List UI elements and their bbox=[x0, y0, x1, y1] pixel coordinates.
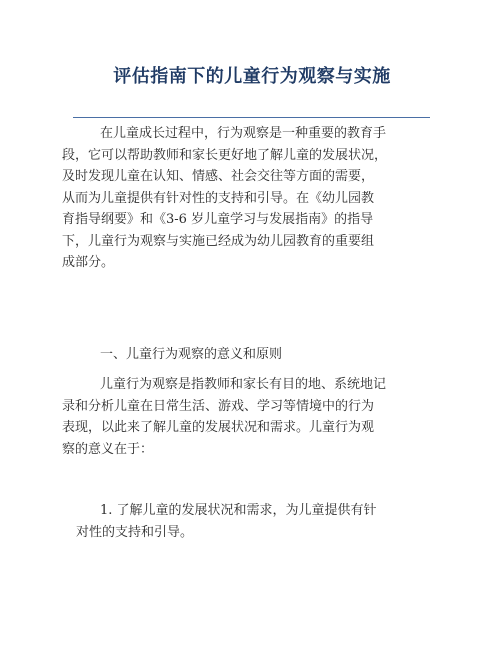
paragraph-line: 育指导纲要》和《3-6 岁儿童学习与发展指南》的指导 bbox=[62, 212, 374, 227]
list-item-line: 对性的支持和引导。 bbox=[76, 524, 194, 540]
list-item-line: 1. 了解儿童的发展状况和需求，为儿童提供有针 bbox=[100, 503, 377, 518]
document-title: 评估指南下的儿童行为观察与实施 bbox=[113, 66, 391, 87]
paragraph-line: 表现，以此来了解儿童的发展状况和需求。儿童行为观 bbox=[62, 420, 375, 435]
paragraph-line: 成部分。 bbox=[62, 255, 115, 270]
paragraph-line: 察的意义在于： bbox=[62, 441, 154, 457]
paragraph-intro bbox=[62, 123, 440, 274]
title-divider bbox=[73, 117, 430, 118]
paragraph-line: 段，它可以帮助教师和家长更好地了解儿童的发展状况， bbox=[62, 147, 388, 163]
paragraph-line: 儿童行为观察是指教师和家长有目的地、系统地记 bbox=[100, 377, 387, 392]
paragraph-line: 在儿童成长过程中，行为观察是一种重要的教育手 bbox=[100, 126, 387, 141]
paragraph-line: 及时发现儿童在认知、情感、社会交往等方面的需要， bbox=[62, 169, 375, 184]
paragraph-line: 录和分析儿童在日常生活、游戏、学习等情境中的行为 bbox=[62, 398, 375, 414]
paragraph-line: 从而为儿童提供有针对性的支持和引导。在《幼儿园教 bbox=[62, 190, 375, 206]
paragraph-line: 下，儿童行为观察与实施已经成为幼儿园教育的重要组 bbox=[62, 233, 375, 249]
list-item bbox=[62, 500, 440, 543]
section-heading-text: 一、儿童行为观察的意义和原则 bbox=[100, 347, 283, 362]
paragraph-definition bbox=[62, 374, 440, 460]
section-heading bbox=[62, 344, 440, 366]
